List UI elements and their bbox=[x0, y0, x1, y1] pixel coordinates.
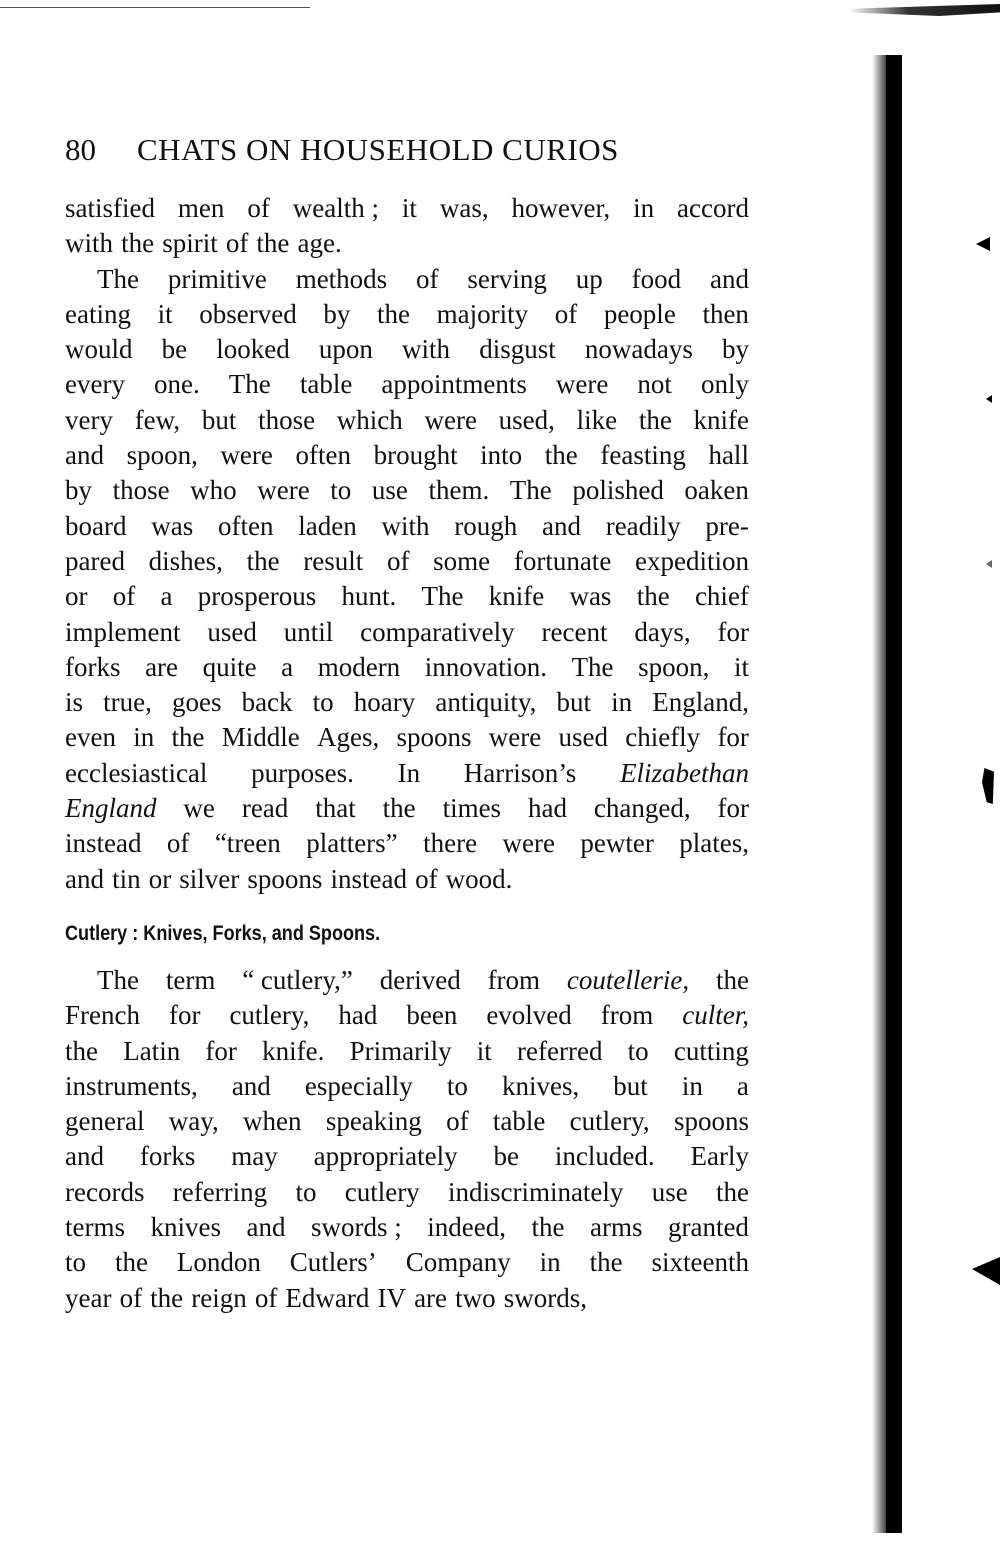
page-edge-mark bbox=[986, 560, 992, 568]
word: even bbox=[65, 722, 116, 753]
word: for bbox=[717, 793, 749, 824]
text-line bbox=[65, 438, 749, 473]
word: knife bbox=[488, 581, 545, 612]
word: of bbox=[166, 828, 190, 859]
word: observed bbox=[199, 298, 297, 329]
word: especially bbox=[304, 1070, 413, 1101]
word: table bbox=[299, 369, 353, 400]
word: it bbox=[401, 193, 417, 223]
word: prosperous bbox=[197, 581, 317, 612]
word: the bbox=[382, 793, 416, 824]
word: arms bbox=[589, 1212, 643, 1243]
word: to bbox=[330, 475, 352, 506]
word: “treen bbox=[214, 828, 281, 859]
text-line bbox=[65, 862, 749, 897]
text-line bbox=[65, 963, 749, 998]
running-title: CHATS ON HOUSEHOLD CURIOS bbox=[137, 132, 619, 167]
word: of bbox=[119, 1282, 143, 1313]
word: were bbox=[488, 722, 542, 753]
word: was, bbox=[439, 193, 489, 223]
paragraph bbox=[65, 191, 749, 262]
text-line bbox=[65, 226, 749, 261]
word: not bbox=[637, 369, 672, 400]
word: back bbox=[241, 687, 293, 718]
text-line bbox=[65, 826, 749, 861]
word: into bbox=[480, 440, 523, 471]
word: The bbox=[509, 475, 552, 506]
text-line bbox=[65, 756, 749, 791]
word: instead bbox=[65, 828, 142, 859]
word: hoary bbox=[353, 687, 416, 718]
word: may bbox=[231, 1141, 278, 1172]
word: serving bbox=[467, 263, 547, 294]
word: or bbox=[65, 581, 88, 612]
word: the bbox=[171, 722, 205, 753]
text-line bbox=[65, 403, 749, 438]
word: the bbox=[121, 228, 155, 259]
word: Company bbox=[405, 1247, 511, 1278]
word: it bbox=[476, 1035, 492, 1066]
text-line bbox=[65, 579, 749, 614]
word: was bbox=[569, 581, 612, 612]
word: for bbox=[205, 1035, 237, 1066]
word: of bbox=[416, 263, 439, 294]
word: French bbox=[65, 1000, 140, 1031]
word: In bbox=[397, 757, 421, 788]
word: until bbox=[283, 616, 334, 647]
word: were bbox=[220, 440, 273, 471]
word: Elizabethan bbox=[619, 757, 749, 788]
word: referred bbox=[517, 1035, 603, 1066]
word: but bbox=[201, 404, 237, 435]
word: wood. bbox=[445, 863, 513, 894]
word: of bbox=[225, 228, 249, 259]
word: a bbox=[160, 581, 173, 612]
word: but bbox=[556, 687, 591, 718]
word: with bbox=[65, 228, 114, 259]
text-line bbox=[65, 191, 749, 226]
word: use bbox=[371, 475, 408, 506]
word: by bbox=[323, 298, 351, 329]
word: we bbox=[183, 793, 215, 824]
word: of bbox=[446, 1106, 469, 1137]
word: spirit bbox=[162, 228, 218, 259]
word: in bbox=[133, 722, 155, 753]
word: Early bbox=[690, 1141, 749, 1172]
word: Latin bbox=[123, 1035, 181, 1066]
section-paragraph bbox=[65, 963, 749, 1316]
word: term bbox=[165, 964, 216, 995]
word: knife. bbox=[262, 1035, 325, 1066]
word: the bbox=[376, 298, 410, 329]
word: age. bbox=[297, 228, 342, 259]
word: had bbox=[527, 793, 567, 824]
word: and bbox=[541, 510, 581, 541]
word: instruments, bbox=[65, 1070, 198, 1101]
word: and bbox=[246, 1212, 286, 1243]
word: to bbox=[446, 1070, 468, 1101]
word: some bbox=[433, 545, 491, 576]
word: The bbox=[421, 581, 464, 612]
word: ecclesiastical bbox=[65, 757, 208, 788]
word: of bbox=[247, 193, 270, 223]
word: however, bbox=[511, 193, 611, 223]
word: hall bbox=[708, 440, 749, 471]
word: The bbox=[571, 651, 614, 682]
word: wealth ; bbox=[292, 193, 379, 223]
word: used bbox=[207, 616, 257, 647]
word: nowadays bbox=[584, 334, 693, 365]
word: granted bbox=[667, 1212, 749, 1243]
word: appointments bbox=[381, 369, 527, 400]
word: pewter bbox=[580, 828, 654, 859]
word: often bbox=[295, 440, 351, 471]
book-spine bbox=[886, 55, 901, 1533]
word: spoon, bbox=[126, 440, 198, 471]
word: Primarily bbox=[349, 1035, 452, 1066]
word: way, bbox=[168, 1106, 219, 1137]
word: methods bbox=[295, 263, 388, 294]
text-line bbox=[65, 473, 749, 508]
body-text bbox=[65, 191, 749, 1316]
word: satisfied bbox=[65, 193, 155, 223]
word: spoon, bbox=[638, 651, 710, 682]
word: to bbox=[65, 1247, 87, 1278]
word: innovation. bbox=[424, 651, 547, 682]
word: IV bbox=[377, 1282, 406, 1313]
page-edge-mark bbox=[976, 237, 990, 251]
word: goes bbox=[171, 687, 222, 718]
word: in bbox=[611, 687, 633, 718]
word: included. bbox=[554, 1141, 655, 1172]
word: fortunate bbox=[513, 545, 612, 576]
text-line bbox=[65, 791, 749, 826]
word: and bbox=[709, 263, 749, 294]
word: of bbox=[415, 863, 438, 894]
paragraph bbox=[65, 262, 749, 897]
text-line bbox=[65, 1175, 749, 1210]
word: few, bbox=[134, 404, 181, 435]
text-line bbox=[65, 650, 749, 685]
word: the bbox=[589, 1247, 623, 1278]
word: knives, bbox=[501, 1070, 580, 1101]
word: Cutlers’ bbox=[289, 1247, 377, 1278]
word: polished bbox=[572, 475, 664, 506]
word: to bbox=[295, 1176, 317, 1207]
word: platters” bbox=[306, 828, 398, 859]
word: the bbox=[256, 228, 290, 259]
word: spoons bbox=[396, 722, 472, 753]
word: reign bbox=[191, 1282, 247, 1313]
word: in bbox=[539, 1247, 561, 1278]
word: from bbox=[487, 964, 541, 995]
word: used bbox=[558, 722, 608, 753]
text-line bbox=[65, 262, 749, 297]
word: recent bbox=[541, 616, 608, 647]
word: when bbox=[243, 1106, 302, 1137]
word: then bbox=[702, 298, 749, 329]
word: result bbox=[303, 545, 364, 576]
word: instead bbox=[330, 863, 407, 894]
word: oaken bbox=[684, 475, 749, 506]
word: read bbox=[241, 793, 289, 824]
word: Middle bbox=[221, 722, 300, 753]
text-line bbox=[65, 544, 749, 579]
word: and bbox=[65, 863, 104, 894]
word: swords, bbox=[503, 1282, 587, 1313]
word: of bbox=[112, 581, 136, 612]
text-line bbox=[65, 720, 749, 755]
word: spoons bbox=[247, 863, 323, 894]
word: modern bbox=[317, 651, 401, 682]
word: who bbox=[190, 475, 237, 506]
word: board bbox=[65, 510, 127, 541]
word: men bbox=[177, 193, 225, 223]
word: terms bbox=[65, 1212, 125, 1243]
word: the bbox=[544, 440, 578, 471]
word: used, bbox=[498, 404, 555, 435]
word: is bbox=[65, 687, 84, 718]
word: were bbox=[257, 475, 310, 506]
word: London bbox=[176, 1247, 261, 1278]
page-edge-mark bbox=[986, 395, 992, 403]
word: the bbox=[715, 1176, 749, 1207]
word: the bbox=[531, 1212, 565, 1243]
word: very bbox=[65, 404, 113, 435]
word: were bbox=[555, 369, 609, 400]
word: use bbox=[651, 1176, 688, 1207]
word: knife bbox=[693, 404, 749, 435]
word: chief bbox=[694, 581, 749, 612]
word: table bbox=[492, 1106, 546, 1137]
word: often bbox=[217, 510, 274, 541]
word: two bbox=[455, 1282, 496, 1313]
word: spoons bbox=[673, 1106, 749, 1137]
word: comparatively bbox=[360, 616, 515, 647]
word: a bbox=[281, 651, 294, 682]
word: for bbox=[717, 616, 749, 647]
word: brought bbox=[373, 440, 458, 471]
word: coutellerie, bbox=[566, 964, 690, 995]
word: The bbox=[228, 369, 271, 400]
word: a bbox=[736, 1070, 749, 1101]
word: those bbox=[112, 475, 170, 506]
word: the bbox=[114, 1247, 148, 1278]
word: derived bbox=[379, 964, 461, 995]
word: records bbox=[65, 1176, 145, 1207]
text-line bbox=[65, 509, 749, 544]
word: it bbox=[157, 298, 173, 329]
word: been bbox=[406, 1000, 458, 1031]
word: culter, bbox=[682, 1000, 749, 1031]
word: cutlery, bbox=[569, 1106, 650, 1137]
word: feasting bbox=[600, 440, 686, 471]
word: there bbox=[423, 828, 478, 859]
word: chiefly bbox=[625, 722, 701, 753]
word: by bbox=[65, 475, 92, 506]
word: referring bbox=[172, 1176, 268, 1207]
word: the bbox=[150, 1282, 184, 1313]
word: cutlery, bbox=[229, 1000, 310, 1031]
word: disgust bbox=[479, 334, 556, 365]
text-line bbox=[65, 297, 749, 332]
word: were bbox=[502, 828, 555, 859]
word: people bbox=[603, 298, 676, 329]
word: which bbox=[336, 404, 403, 435]
word: the bbox=[65, 1035, 98, 1066]
word: that bbox=[315, 793, 356, 824]
word: pre- bbox=[705, 510, 749, 541]
text-line bbox=[65, 1245, 749, 1280]
text-line bbox=[65, 332, 749, 367]
word: indiscriminately bbox=[447, 1176, 624, 1207]
word: would bbox=[65, 334, 133, 365]
word: evolved bbox=[486, 1000, 572, 1031]
word: purposes. bbox=[251, 757, 354, 788]
word: one. bbox=[154, 369, 200, 400]
word: to bbox=[627, 1035, 649, 1066]
word: speaking bbox=[325, 1106, 422, 1137]
word: appropriately bbox=[313, 1141, 458, 1172]
text-line bbox=[65, 685, 749, 720]
word: cutting bbox=[673, 1035, 749, 1066]
word: indeed, bbox=[427, 1212, 506, 1243]
word: was bbox=[151, 510, 194, 541]
word: plates, bbox=[679, 828, 749, 859]
word: expedition bbox=[634, 545, 749, 576]
word: cutlery bbox=[344, 1176, 420, 1207]
word: changed, bbox=[593, 793, 691, 824]
section-heading: Cutlery : Knives, Forks, and Spoons. bbox=[65, 921, 381, 945]
word: were bbox=[424, 404, 477, 435]
page-number: 80 bbox=[65, 132, 96, 167]
scan-top-rule bbox=[0, 7, 310, 8]
word: antiquity, bbox=[435, 687, 537, 718]
word: in bbox=[633, 193, 655, 223]
word: England bbox=[65, 793, 157, 824]
word: only bbox=[700, 369, 749, 400]
word: The bbox=[97, 964, 139, 995]
word: of bbox=[386, 545, 410, 576]
word: them. bbox=[428, 475, 490, 506]
word: the bbox=[715, 964, 749, 995]
word: every bbox=[65, 369, 125, 400]
page-edge-blot bbox=[982, 768, 994, 804]
text-line bbox=[65, 998, 749, 1033]
word: for bbox=[168, 1000, 201, 1031]
word: and bbox=[231, 1070, 271, 1101]
word: with bbox=[402, 334, 451, 365]
word: England, bbox=[652, 687, 749, 718]
word: food bbox=[631, 263, 682, 294]
word: it bbox=[733, 651, 749, 682]
word: up bbox=[575, 263, 603, 294]
word: eating bbox=[65, 298, 131, 329]
word: quite bbox=[202, 651, 257, 682]
text-line bbox=[65, 615, 749, 650]
word: true, bbox=[103, 687, 152, 718]
word: and bbox=[65, 1141, 104, 1172]
word: The bbox=[97, 263, 139, 294]
word: Harrison’s bbox=[463, 757, 577, 788]
text-line bbox=[65, 1139, 749, 1174]
word: are bbox=[145, 651, 179, 682]
word: Ages, bbox=[316, 722, 380, 753]
word: majority bbox=[436, 298, 529, 329]
word: the bbox=[638, 404, 672, 435]
word: pared bbox=[65, 545, 125, 576]
paragraph-block bbox=[65, 191, 749, 897]
word: silver bbox=[179, 863, 240, 894]
word: upon bbox=[318, 334, 373, 365]
word: “ cutlery,” bbox=[242, 964, 353, 995]
word: from bbox=[600, 1000, 654, 1031]
word: primitive bbox=[167, 263, 267, 294]
word: laden bbox=[298, 510, 357, 541]
word: dishes, bbox=[148, 545, 223, 576]
word: those bbox=[258, 404, 316, 435]
word: or bbox=[148, 863, 172, 894]
word: had bbox=[338, 1000, 378, 1031]
word: for bbox=[717, 722, 749, 753]
word: with bbox=[381, 510, 430, 541]
text-line bbox=[65, 1104, 749, 1139]
page-edge-mark bbox=[972, 1257, 1000, 1285]
word: the bbox=[246, 545, 280, 576]
text-line bbox=[65, 1281, 749, 1316]
word: and bbox=[65, 440, 104, 471]
word: accord bbox=[677, 193, 749, 223]
word: in bbox=[681, 1070, 703, 1101]
word: Edward bbox=[285, 1282, 370, 1313]
word: to bbox=[312, 687, 334, 718]
word: looked bbox=[216, 334, 290, 365]
word: tin bbox=[112, 863, 141, 894]
word: swords ; bbox=[310, 1212, 402, 1243]
word: by bbox=[722, 334, 749, 365]
word: year bbox=[65, 1282, 112, 1313]
word: general bbox=[65, 1106, 145, 1137]
word: be bbox=[493, 1141, 519, 1172]
word: are bbox=[414, 1282, 448, 1313]
word: the bbox=[636, 581, 670, 612]
word: knives bbox=[150, 1212, 221, 1243]
text-line bbox=[65, 1069, 749, 1104]
word: but bbox=[613, 1070, 648, 1101]
text-line bbox=[65, 367, 749, 402]
word: like bbox=[576, 404, 618, 435]
word: be bbox=[161, 334, 188, 365]
word: implement bbox=[65, 616, 181, 647]
text-line bbox=[65, 1034, 749, 1069]
word: sixteenth bbox=[651, 1247, 749, 1278]
scan-smudge bbox=[848, 4, 1000, 16]
word: hunt. bbox=[341, 581, 397, 612]
word: of bbox=[554, 298, 578, 329]
word: forks bbox=[139, 1141, 196, 1172]
word: days, bbox=[634, 616, 691, 647]
word: readily bbox=[605, 510, 681, 541]
word: rough bbox=[454, 510, 518, 541]
text-line bbox=[65, 1210, 749, 1245]
running-header bbox=[65, 130, 765, 170]
word: of bbox=[254, 1282, 278, 1313]
word: times bbox=[442, 793, 502, 824]
word: forks bbox=[65, 651, 121, 682]
